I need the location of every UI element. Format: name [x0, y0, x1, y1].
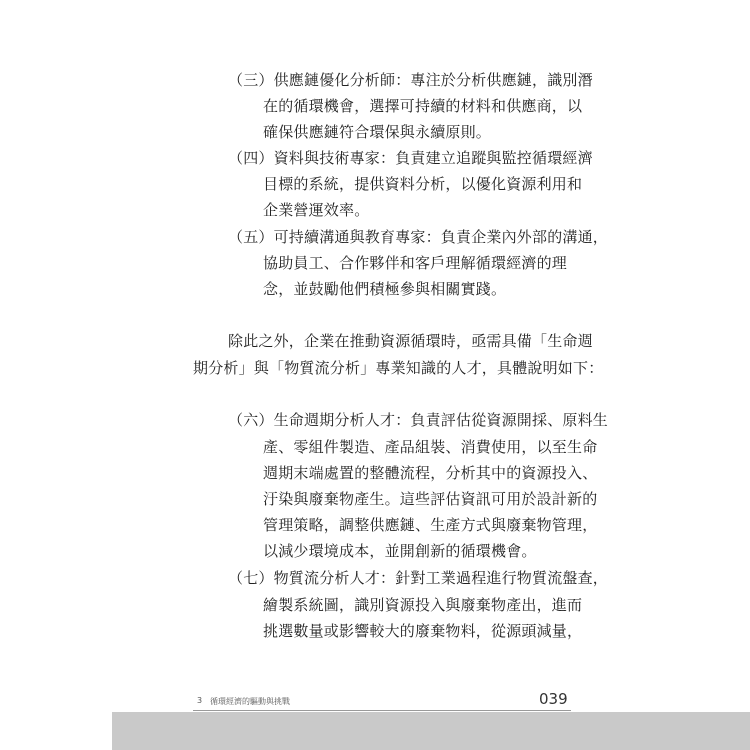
list-item-4-line-3: 企業營運效率。 [263, 201, 370, 219]
paragraph-line-1: 除此之外，企業在推動資源循環時，亟需具備「生命週 [228, 332, 593, 350]
footer-chapter-number: 3 [197, 696, 203, 705]
list-item-5-line-2: 協助員工、合作夥伴和客戶理解循環經濟的理 [263, 254, 568, 272]
list-item-6-line-4: 汙染與廢棄物產生。這些評估資訊可用於設計新的 [263, 490, 598, 508]
paragraph-line-2: 期分析」與「物質流分析」專業知識的人才，具體說明如下： [193, 359, 604, 377]
list-item-5-line-3: 念，並鼓勵他們積極參與相關實踐。 [263, 280, 507, 298]
list-item-6-line-6: 以減少環境成本，並開創新的循環機會。 [263, 542, 537, 560]
list-item-5-line-1: （五）可持續溝通與教育專家：負責企業內外部的溝通， [228, 228, 609, 246]
list-item-6-line-1: （六）生命週期分析人才：負責評估從資源開採、原料生 [228, 411, 609, 429]
list-item-6-line-2: 產、零組件製造、產品組裝、消費使用，以至生命 [263, 438, 598, 456]
bottom-gray-band [112, 712, 750, 750]
list-item-6-line-5: 管理策略，調整供應鏈、生產方式與廢棄物管理， [263, 516, 598, 534]
list-item-4-line-2: 目標的系統，提供資料分析，以優化資源利用和 [263, 175, 583, 193]
page-number: 039 [539, 690, 568, 708]
list-item-3-line-2: 在的循環機會，選擇可持續的材料和供應商，以 [263, 97, 583, 115]
list-item-6-line-3: 週期末端處置的整體流程，分析其中的資源投入、 [263, 464, 598, 482]
footer-divider [193, 710, 571, 711]
list-item-4-line-1: （四）資料與技術專家：負責建立追蹤與監控循環經濟 [228, 149, 593, 167]
list-item-7-line-2: 繪製系統圖，識別資源投入與廢棄物產出，進而 [263, 596, 583, 614]
list-item-3-line-3: 確保供應鏈符合環保與永續原則。 [263, 123, 492, 141]
list-item-3-line-1: （三）供應鏈優化分析師：專注於分析供應鏈，識別潛 [228, 71, 593, 89]
list-item-7-line-3: 挑選數量或影響較大的廢棄物料，從源頭減量， [263, 622, 583, 640]
list-item-7-line-1: （七）物質流分析人才：針對工業過程進行物質流盤查， [228, 569, 609, 587]
footer-chapter-title: 循環經濟的驅動與挑戰 [210, 697, 290, 706]
